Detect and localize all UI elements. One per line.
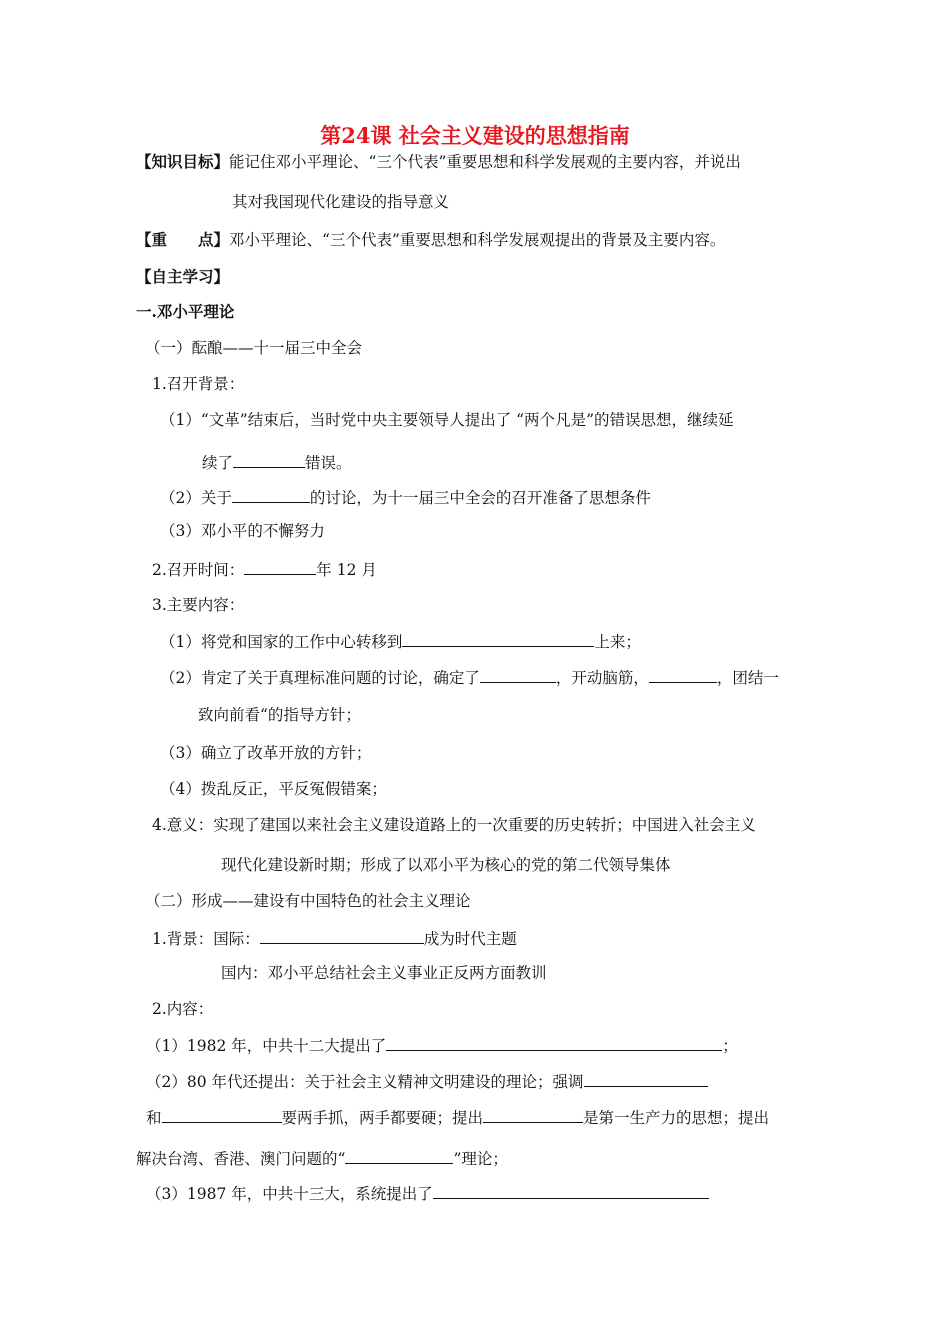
meeting-time: 2.召开时间： 年 12 月: [152, 561, 377, 579]
background-item-2: （2）关于 的讨论，为十一届三中全会的召开准备了思想条件: [160, 489, 651, 507]
significance-line-1: 4.意义：实现了建国以来社会主义建设道路上的一次重要的历史转折；中国进入社会主义: [152, 816, 756, 834]
formation-item-3: （3）1987 年，中共十三大，系统提出了: [146, 1183, 709, 1204]
fill-blank[interactable]: [402, 631, 594, 647]
background-heading: 1.召开背景：: [152, 375, 245, 393]
fill-blank[interactable]: [162, 1107, 282, 1123]
knowledge-goals-line-1: [136, 152, 741, 172]
key-points-text: 邓小平理论、“三个代表”重要思想和科学发展观提出的背景及主要内容。: [229, 231, 726, 249]
formation-item-2-line-1: （2）80 年代还提出：关于社会主义精神文明建设的理论；强调: [146, 1071, 708, 1092]
fill-blank[interactable]: [244, 559, 316, 575]
content-item-2-line-2: 致向前看“的指导方针；: [198, 706, 361, 724]
content-item-1: （1）将党和国家的工作中心转移到 上来；: [160, 633, 641, 651]
content-item-2-line-1: （2）肯定了关于真理标准问题的讨论，确定了 ，开动脑筋， ，团结一: [160, 669, 779, 687]
formation-background-domestic: 国内：邓小平总结社会主义事业正反两方面教训: [221, 964, 547, 982]
formation-item-1: （1）1982 年，中共十二大提出了 ；: [146, 1037, 738, 1055]
fill-blank[interactable]: [233, 452, 305, 468]
fill-blank[interactable]: [584, 1071, 708, 1087]
fill-blank[interactable]: [345, 1148, 453, 1164]
fill-blank[interactable]: [433, 1183, 709, 1199]
background-item-1-line-2: 续了 错误。: [202, 454, 352, 472]
part-2-heading: （二）形成——建设有中国特色的社会主义理论: [145, 892, 471, 910]
self-study-heading: 【自主学习】: [136, 267, 230, 286]
formation-content-heading: 2.内容：: [152, 1000, 214, 1018]
content-item-3: （3）确立了改革开放的方针；: [160, 744, 372, 762]
knowledge-goals-text: 能记住邓小平理论、“三个代表”重要思想和科学发展观的主要内容，并说出: [229, 153, 741, 171]
fill-blank[interactable]: [483, 1107, 583, 1123]
fill-blank[interactable]: [649, 667, 717, 683]
main-content-heading: 3.主要内容：: [152, 596, 245, 614]
background-item-3: （3）邓小平的不懈努力: [160, 522, 325, 540]
formation-background: 1.背景：国际： 成为时代主题: [152, 930, 517, 948]
section-1-heading: 一.邓小平理论: [136, 302, 235, 321]
key-points-label: 【重 点】: [136, 230, 230, 249]
formation-item-2-line-3: 解决台湾、香港、澳门问题的“ ”理论；: [136, 1150, 508, 1168]
fill-blank[interactable]: [260, 928, 424, 944]
part-1-heading: （一）酝酿——十一届三中全会: [145, 339, 363, 357]
key-points-line: [136, 230, 725, 250]
fill-blank[interactable]: [386, 1035, 722, 1051]
fill-blank[interactable]: [480, 667, 556, 683]
formation-item-2-line-2: 和 要两手抓，两手都要硬；提出 是第一生产力的思想；提出: [146, 1109, 770, 1127]
significance-line-2: 现代化建设新时期；形成了以邓小平为核心的党的第二代领导集体: [221, 856, 671, 874]
background-item-1-line-1: （1）“文革”结束后，当时党中央主要领导人提出了 “两个凡是”的错误思想，继续延: [160, 411, 734, 429]
fill-blank[interactable]: [232, 487, 310, 503]
knowledge-goals-label: 【知识目标】: [136, 152, 230, 171]
page-title: 第24课 社会主义建设的思想指南: [320, 123, 630, 148]
knowledge-goals-line-2: 其对我国现代化建设的指导意义: [232, 193, 450, 211]
content-item-4: （4）拨乱反正，平反冤假错案；: [160, 780, 387, 798]
